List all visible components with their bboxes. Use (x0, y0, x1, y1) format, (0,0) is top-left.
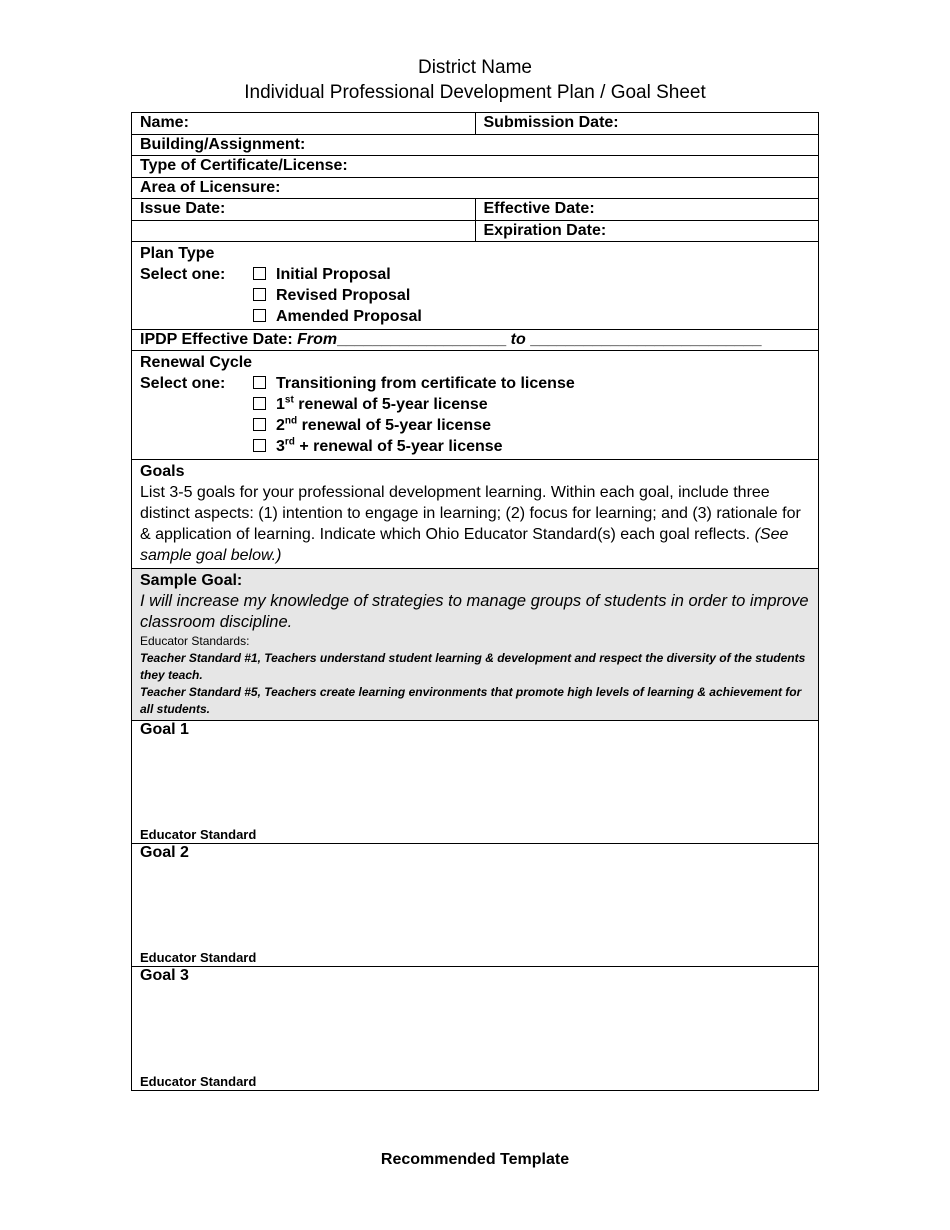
goal-3-standard-label: Educator Standard (140, 1074, 257, 1089)
ipdp-to-blank[interactable]: __________________________ (530, 331, 762, 348)
plan-type-heading: Plan Type (140, 245, 215, 262)
renewal-heading: Renewal Cycle (140, 354, 253, 371)
renewal-option-first[interactable]: 1st renewal of 5-year license (253, 394, 488, 415)
goal-2-standard-label: Educator Standard (140, 950, 257, 965)
renewal-option-second[interactable]: 2nd renewal of 5-year license (253, 415, 491, 436)
certificate-row (132, 156, 818, 178)
checkbox-icon[interactable] (253, 376, 266, 389)
issue-date-field[interactable]: Issue Date: (132, 199, 476, 220)
issue-date-row (132, 199, 818, 221)
name-field[interactable]: Name: (132, 113, 476, 134)
sample-goal-text: I will increase my knowledge of strategies to manage groups of students in order to improve classroom discipline. (140, 592, 809, 631)
expiration-date-field[interactable]: Expiration Date: (483, 221, 607, 239)
goal-3-title: Goal 3 (140, 967, 189, 984)
name-row (132, 113, 818, 135)
district-name: District Name (417, 57, 532, 78)
sample-goal-heading: Sample Goal: (140, 572, 243, 589)
ipdp-effective-date-row (132, 330, 818, 351)
empty-cell (132, 221, 476, 242)
area-of-licensure-field[interactable]: Area of Licensure: (140, 178, 281, 196)
goal-2-box[interactable] (132, 844, 818, 967)
plan-type-select-label: Select one: (140, 266, 226, 283)
goals-heading: Goals (140, 463, 185, 480)
certificate-type-field[interactable]: Type of Certificate/License: (140, 157, 348, 174)
effective-date-field[interactable]: Effective Date: (483, 200, 595, 217)
checkbox-icon[interactable] (253, 418, 266, 431)
sample-standard-5: Teacher Standard #5, Teachers create learning environments that promote high levels of learning & achievement for all students. (140, 685, 802, 716)
renewal-select-label: Select one: (140, 375, 226, 392)
goals-section (132, 460, 818, 569)
expiration-row (132, 221, 818, 243)
goal-1-standard-label: Educator Standard (140, 827, 257, 842)
plan-option-amended[interactable]: Amended Proposal (253, 306, 422, 327)
ipdp-from-blank[interactable]: ___________________ (337, 331, 507, 348)
page-footer: Recommended Template (380, 1151, 570, 1168)
sample-goal-section (132, 569, 818, 721)
goal-3-box[interactable] (132, 967, 818, 1090)
area-row (132, 178, 818, 200)
checkbox-icon[interactable] (253, 309, 266, 322)
goals-note: (See sample goal below.) (140, 526, 789, 564)
renewal-option-transitioning[interactable]: Transitioning from certificate to license (253, 373, 575, 394)
sample-standards-label: Educator Standards: (140, 634, 250, 648)
renewal-cycle-section (132, 351, 818, 460)
goal-1-title: Goal 1 (140, 721, 189, 738)
ipdp-form (131, 112, 819, 1091)
checkbox-icon[interactable] (253, 397, 266, 410)
ipdp-label: IPDP Effective Date: (140, 331, 293, 348)
goal-1-box[interactable] (132, 721, 818, 844)
plan-type-section (132, 242, 818, 330)
ipdp-to-label: to (510, 331, 526, 348)
renewal-option-third-plus[interactable]: 3rd + renewal of 5-year license (253, 436, 503, 457)
goal-2-title: Goal 2 (140, 844, 189, 861)
ipdp-from-label: From (297, 331, 338, 348)
page-header (0, 55, 950, 105)
checkbox-icon[interactable] (253, 288, 266, 301)
plan-option-revised[interactable]: Revised Proposal (253, 285, 410, 306)
checkbox-icon[interactable] (253, 439, 266, 452)
submission-date-field[interactable]: Submission Date: (483, 114, 619, 131)
page-title: Individual Professional Development Plan / Goal Sheet (244, 82, 706, 103)
sample-standard-1: Teacher Standard #1, Teachers understand student learning & development and respect the diversity of the students they teach. (140, 651, 806, 682)
goals-instructions: List 3-5 goals for your professional development learning. Within each goal, include three distinct aspects: (1) intention to engage in learning; (2) focus for learning; and (3) rationale for & application of learning. Indicate which Ohio Educator Standard(s) each goal reflects. (See sample goal below.) (140, 484, 801, 564)
building-field[interactable]: Building/Assignment: (140, 135, 306, 153)
checkbox-icon[interactable] (253, 267, 266, 280)
building-row (132, 135, 818, 157)
plan-option-initial[interactable]: Initial Proposal (253, 264, 391, 285)
